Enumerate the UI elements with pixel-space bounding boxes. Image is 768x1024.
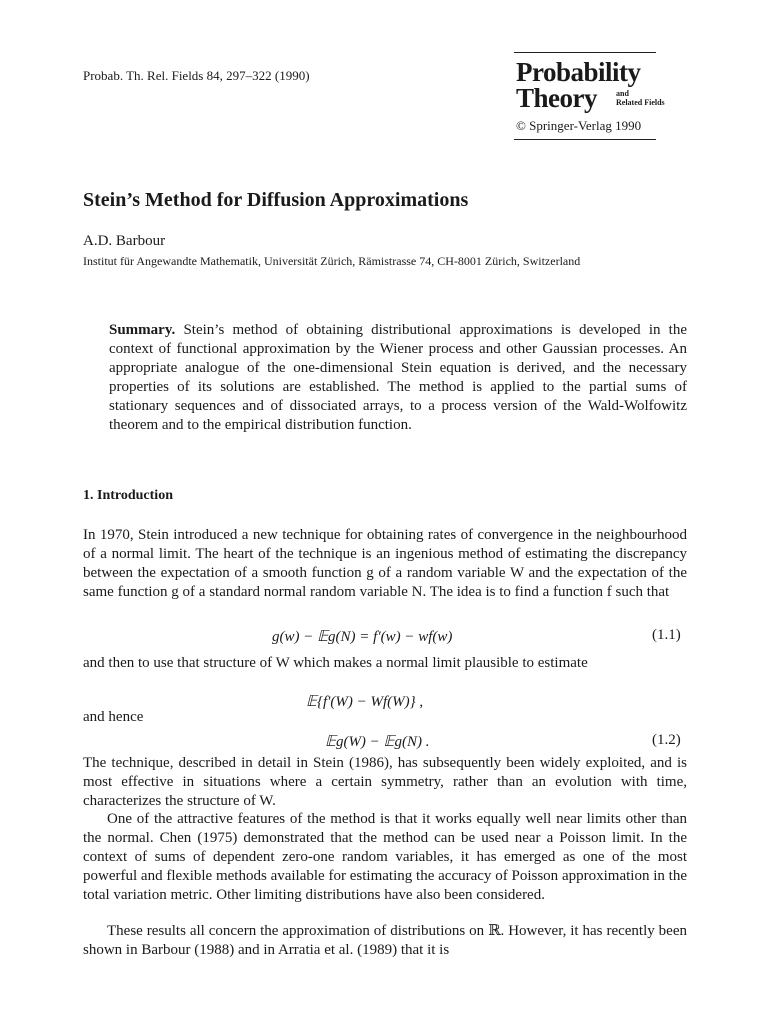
equation-1-1: g(w) − 𝔼g(N) = f′(w) − wf(w)	[272, 629, 453, 645]
equation-expectation: 𝔼{f′(W) − Wf(W)} ,	[306, 694, 424, 710]
copyright-line: © Springer-Verlag 1990	[516, 118, 642, 133]
article-title: Stein’s Method for Diffusion Approximations	[83, 189, 469, 211]
paragraph-structure: and then to use that structure of W which makes a normal limit plausible to estimate	[83, 655, 588, 671]
journal-rule-bottom	[514, 139, 656, 140]
journal-citation: Probab. Th. Rel. Fields 84, 297–322 (1990)	[83, 68, 310, 83]
section-heading: 1. Introduction	[83, 488, 173, 503]
equation-number-1-2: (1.2)	[652, 732, 681, 748]
paragraph-technique: The technique, described in detail in Stein (1986), has subsequently been widely exploited, and is most effective in situations where a certain symmetry, rather than an evolution with time, characterizes the structure of W.	[83, 755, 687, 809]
paragraph-and-hence: and hence	[83, 709, 144, 725]
journal-rule-top	[514, 52, 656, 53]
journal-name-and: and	[616, 89, 629, 98]
journal-name-line2: Theory	[516, 83, 597, 113]
author-affiliation: Institut für Angewandte Mathematik, Universität Zürich, Rämistrasse 74, CH-8001 Zürich, Switzerland	[83, 254, 581, 268]
equation-number-1-1: (1.1)	[652, 627, 681, 643]
paragraph-results: These results all concern the approximation of distributions on ℝ. However, it has recently been shown in Barbour (1988) and in Arratia et al. (1989) that it is	[83, 923, 687, 958]
summary-text: Stein’s method of obtaining distributional approximations is developed in the context of functional approximation by the Wiener process and other Gaussian processes. An appropriate analogue of the one-dimensional Stein equation is derived, and the necessary properties of its solutions are established. The method is applied to the partial sums of stationary sequences and of dissociated arrays, to a process version of the Wald-Wolfowitz theorem and to the empirical distribution function.	[109, 322, 687, 433]
equation-1-2: 𝔼g(W) − 𝔼g(N) .	[325, 734, 430, 750]
summary-label: Summary.	[109, 322, 176, 338]
summary-paragraph	[109, 321, 687, 435]
paragraph-intro: In 1970, Stein introduced a new technique for obtaining rates of convergence in the neighbourhood of a normal limit. The heart of the technique is an ingenious method of estimating the discrepancy between the expectation of a smooth function g of a random variable W and the expectation of the same function g of a standard normal random variable N. The idea is to find a function f such that	[83, 527, 687, 600]
paragraph-attractive-features: One of the attractive features of the method is that it works equally well near limits other than the normal. Chen (1975) demonstrated that the method can be used near a Poisson limit. In the context of sums of dependent zero-one random variables, it has emerged as one of the most powerful and flexible methods available for estimating the accuracy of Poisson approximation in the total variation metric. Other limiting distributions have also been considered.	[83, 811, 687, 903]
journal-name-related: Related Fields	[616, 98, 665, 107]
author-name: A.D. Barbour	[83, 233, 166, 249]
journal-name-line1: Probability	[516, 57, 641, 87]
